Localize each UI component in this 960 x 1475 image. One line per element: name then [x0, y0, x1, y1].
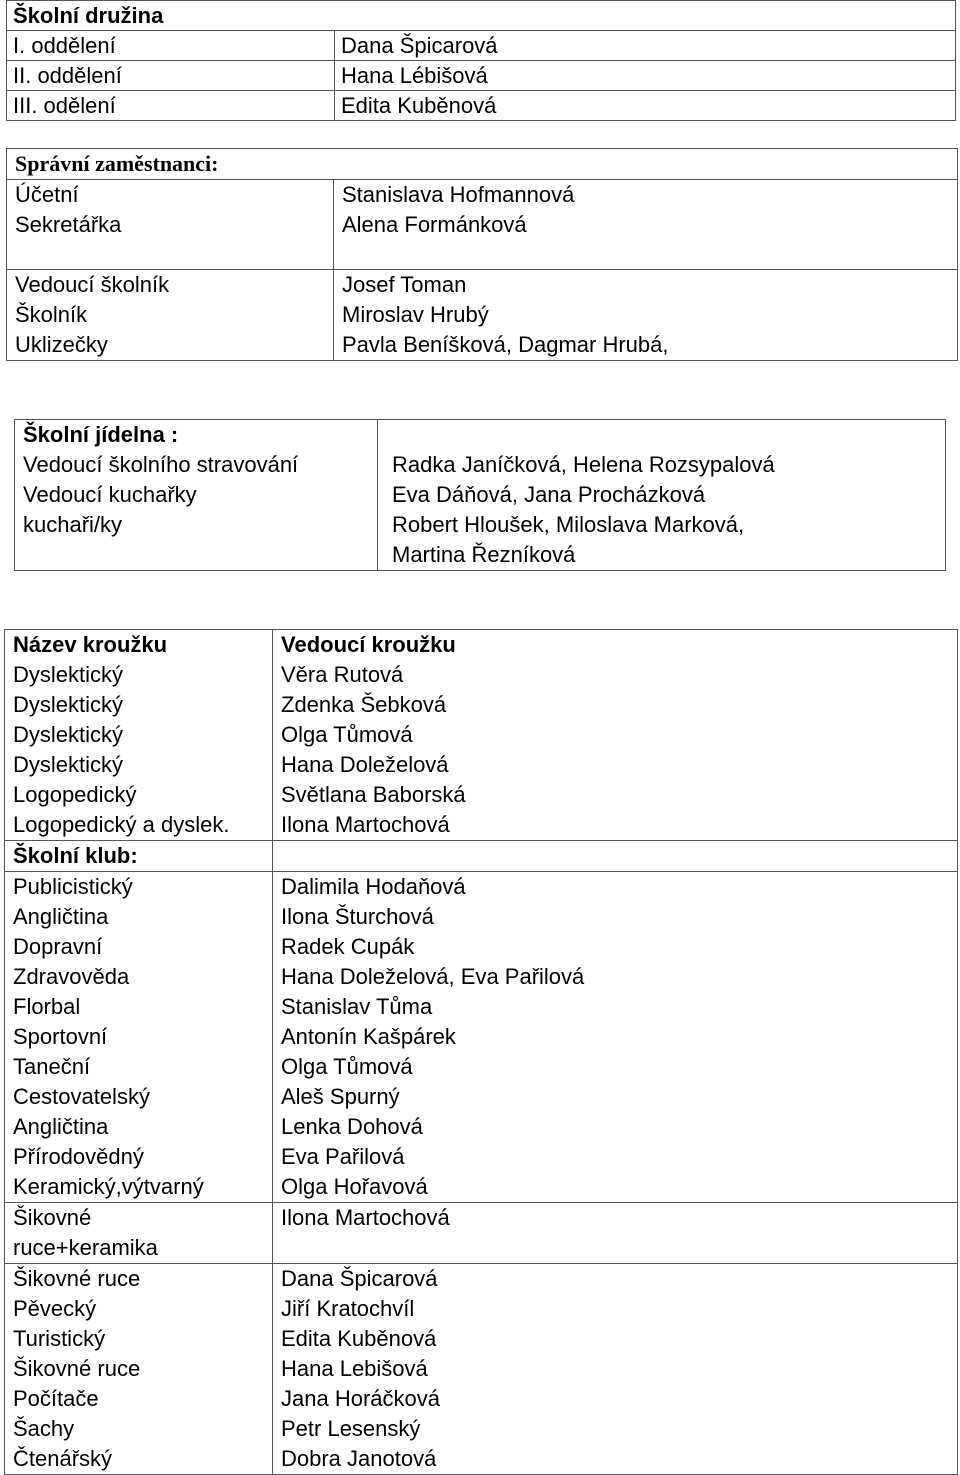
table-row — [5, 630, 958, 841]
skolnik-label: Školník — [15, 302, 88, 327]
krouzek-name: Dyslektický — [13, 722, 124, 747]
druzina-name: Hana Lébišová — [335, 61, 956, 91]
ucetni-label: Účetní — [15, 182, 79, 207]
klub-heading: Školní klub: — [13, 843, 138, 868]
klub-leader: Edita Kuběnová — [281, 1326, 437, 1351]
klub-name: Cestovatelský — [13, 1084, 150, 1109]
klub-leader: Jana Horáčková — [281, 1386, 440, 1411]
spravni-heading-row — [7, 149, 958, 180]
spravni-labels-cell — [7, 180, 334, 270]
klub-leader: Olga Tůmová — [281, 1054, 413, 1079]
sikovne-name-cell — [5, 1203, 273, 1264]
col-header-name: Název kroužku — [13, 632, 168, 657]
klub-name: Zdravověda — [13, 964, 130, 989]
klub-name: Šikovné — [13, 1205, 92, 1230]
klub-leader: Ilona Martochová — [281, 1205, 450, 1230]
table-row — [7, 270, 958, 361]
klub-name: Šikovné ruce — [13, 1266, 141, 1291]
table-row — [7, 61, 956, 91]
druzina-table — [6, 0, 956, 121]
druzina-label: I. oddělení — [7, 31, 335, 61]
klub-name: Angličtina — [13, 1114, 109, 1139]
druzina-heading-row — [7, 1, 956, 31]
klub-leader: Petr Lesenský — [281, 1416, 421, 1441]
klub-names-cell — [5, 872, 273, 1203]
klub-name: Sportovní — [13, 1024, 108, 1049]
klub-name: Keramický,výtvarný — [13, 1174, 204, 1199]
spacer — [392, 420, 937, 450]
druzina-name: Dana Špicarová — [335, 31, 956, 61]
klub-heading-cell — [5, 841, 273, 872]
ucetni-name: Stanislava Hofmannová — [342, 182, 575, 207]
krouzek-leader: Věra Rutová — [281, 662, 404, 687]
jidelna-names-cell — [378, 420, 946, 571]
spravni-names-cell — [334, 180, 958, 270]
klub-name: Počítače — [13, 1386, 99, 1411]
table-row — [5, 872, 958, 1203]
krouzek-name: Logopedický — [13, 782, 137, 807]
krouzky-names-cell — [5, 630, 273, 841]
spravni-heading: Správní zaměstnanci: — [15, 151, 219, 176]
klub-leader: Dana Špicarová — [281, 1266, 438, 1291]
uklizecky-label: Uklizečky — [15, 332, 108, 357]
klub-name: Florbal — [13, 994, 81, 1019]
jidelna-name: Martina Řezníková — [392, 542, 576, 567]
klub-leader: Olga Hořavová — [281, 1174, 428, 1199]
krouzek-name: Dyslektický — [13, 662, 124, 687]
klub-leader: Dobra Janotová — [281, 1446, 437, 1471]
table-row — [15, 420, 946, 571]
klub-leader: Stanislav Tůma — [281, 994, 433, 1019]
krouzek-leader: Zdenka Šebková — [281, 692, 447, 717]
klub-leader: Hana Lebišová — [281, 1356, 428, 1381]
jidelna-label: kuchaři/ky — [23, 512, 123, 537]
spravni-names-cell — [334, 270, 958, 361]
klub-name: Přírodovědný — [13, 1144, 144, 1169]
druzina-name: Edita Kuběnová — [335, 91, 956, 121]
table-row — [7, 180, 958, 270]
vedouci-skolnik-name: Josef Toman — [342, 272, 467, 297]
jidelna-heading: Školní jídelna : — [23, 422, 179, 447]
jidelna-labels-cell — [15, 420, 378, 571]
krouzky-table — [4, 629, 958, 1475]
vedouci-skolnik-label: Vedoucí školník — [15, 272, 170, 297]
klub-leader: Aleš Spurný — [281, 1084, 400, 1109]
table-row — [7, 31, 956, 61]
krouzek-name: Dyslektický — [13, 692, 124, 717]
klub-leader: Eva Pařilová — [281, 1144, 405, 1169]
klub-name: Čtenářský — [13, 1446, 113, 1471]
krouzek-leader: Hana Doleželová — [281, 752, 449, 777]
tail-leaders-cell — [273, 1264, 958, 1475]
krouzek-name: Dyslektický — [13, 752, 124, 777]
tail-names-cell — [5, 1264, 273, 1475]
uklizecky-name: Pavla Beníšková, Dagmar Hrubá, — [342, 332, 669, 357]
table-row — [5, 841, 958, 872]
klub-leader: Radek Cupák — [281, 934, 415, 959]
klub-leader: Dalimila Hodaňová — [281, 874, 466, 899]
klub-name: Dopravní — [13, 934, 103, 959]
krouzky-leaders-cell — [273, 630, 958, 841]
col-header-leader: Vedoucí kroužku — [281, 632, 456, 657]
spravni-labels-cell — [7, 270, 334, 361]
spravni-table — [6, 148, 958, 361]
jidelna-table — [14, 419, 946, 571]
sekretarka-label: Sekretářka — [15, 212, 122, 237]
klub-name: Angličtina — [13, 904, 109, 929]
krouzek-name: Logopedický a dyslek. — [13, 812, 230, 837]
klub-name: ruce+keramika — [13, 1235, 158, 1260]
krouzek-leader: Olga Tůmová — [281, 722, 413, 747]
klub-name: Pěvecký — [13, 1296, 97, 1321]
klub-leader: Lenka Dohová — [281, 1114, 423, 1139]
jidelna-label: Vedoucí kuchařky — [23, 482, 197, 507]
table-row — [5, 1264, 958, 1475]
klub-leader: Antonín Kašpárek — [281, 1024, 456, 1049]
table-row — [5, 1203, 958, 1264]
table-row — [7, 91, 956, 121]
krouzek-leader: Světlana Baborská — [281, 782, 466, 807]
druzina-label: II. oddělení — [7, 61, 335, 91]
sikovne-leader-cell — [273, 1203, 958, 1264]
empty-cell — [273, 841, 958, 872]
druzina-label: III. odělení — [7, 91, 335, 121]
jidelna-name: Radka Janíčková, Helena Rozsypalová — [392, 452, 775, 477]
skolnik-name: Miroslav Hrubý — [342, 302, 489, 327]
spravni-heading-cell — [7, 149, 958, 180]
druzina-heading: Školní družina — [7, 1, 956, 31]
klub-leaders-cell — [273, 872, 958, 1203]
krouzek-leader: Ilona Martochová — [281, 812, 450, 837]
jidelna-label: Vedoucí školního stravování — [23, 452, 299, 477]
klub-name: Šachy — [13, 1416, 75, 1441]
klub-name: Šikovné ruce — [13, 1356, 141, 1381]
sekretarka-name: Alena Formánková — [342, 212, 527, 237]
klub-name: Taneční — [13, 1054, 91, 1079]
klub-leader: Hana Doleželová, Eva Pařilová — [281, 964, 585, 989]
klub-leader: Jiří Kratochvíl — [281, 1296, 415, 1321]
klub-name: Turistický — [13, 1326, 106, 1351]
jidelna-name: Eva Dáňová, Jana Procházková — [392, 482, 706, 507]
klub-leader: Ilona Šturchová — [281, 904, 434, 929]
klub-name: Publicistický — [13, 874, 133, 899]
jidelna-name: Robert Hloušek, Miloslava Marková, — [392, 512, 745, 537]
